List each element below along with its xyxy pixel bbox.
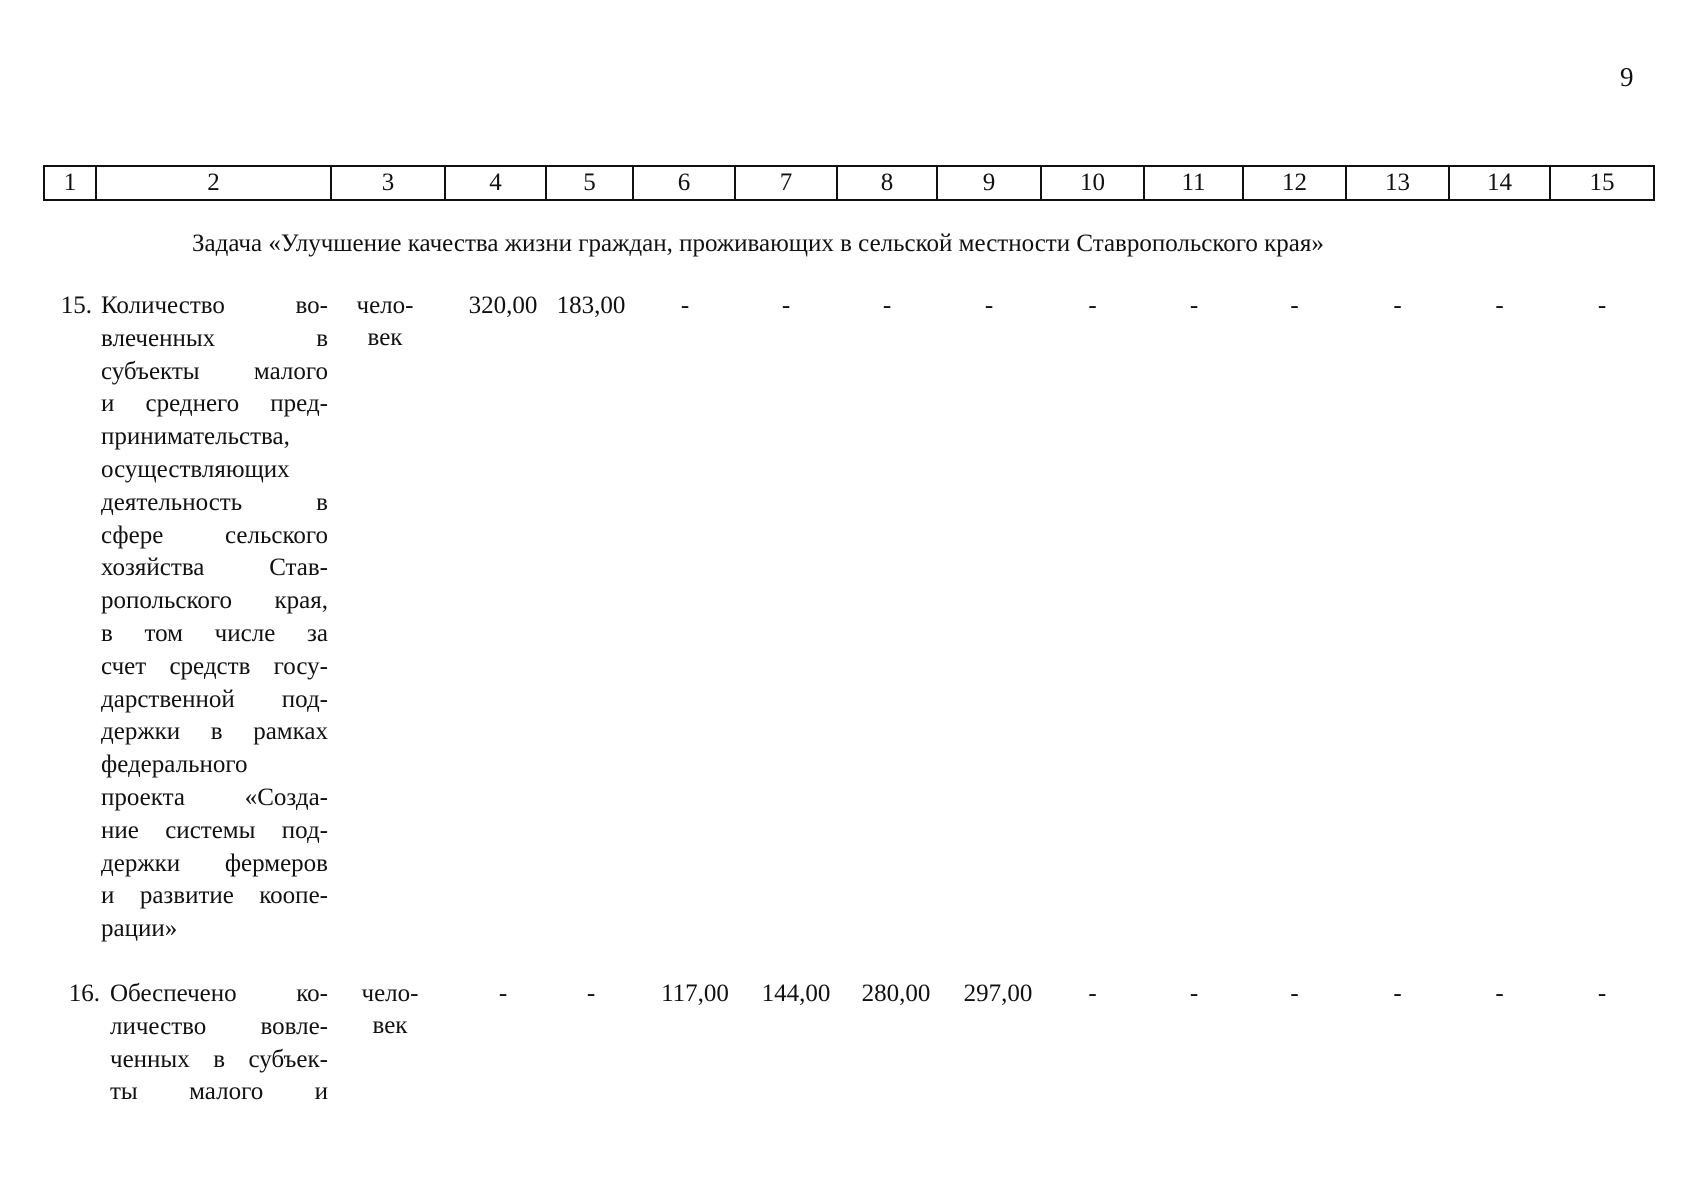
- value-col-9: -: [984, 292, 994, 319]
- value-col-12: -: [1290, 980, 1299, 1007]
- unit-line: чело-: [361, 980, 419, 1007]
- value-col-14: -: [1495, 292, 1504, 319]
- description-line: держки в рамках: [101, 718, 328, 746]
- description-line: осуществляющих: [101, 455, 290, 483]
- value-col-4: 320,00: [468, 292, 538, 319]
- description-line: федерального: [101, 751, 248, 779]
- column-number-header: [43, 165, 1655, 201]
- description-line: и развитие коопе-: [101, 882, 328, 910]
- description-line: держки фермеров: [101, 849, 328, 877]
- description-line: дарственной под-: [101, 685, 328, 713]
- header-cell: 5: [546, 166, 633, 200]
- header-cell: 10: [1041, 166, 1144, 200]
- description-line: принимательства,: [101, 423, 290, 451]
- value-col-7: 144,00: [761, 980, 831, 1007]
- header-cell: 15: [1550, 166, 1654, 200]
- description-line: счет средств госу-: [101, 652, 328, 680]
- description-line: Обеспечено ко-: [110, 980, 328, 1007]
- unit-line: век: [372, 1012, 408, 1039]
- value-col-8: 280,00: [861, 980, 931, 1007]
- value-col-5: -: [586, 980, 596, 1007]
- value-col-15: -: [1597, 980, 1607, 1007]
- value-col-10: -: [1088, 292, 1097, 319]
- description-line: проекта «Созда-: [101, 783, 328, 811]
- description-line: и среднего пред-: [101, 390, 328, 418]
- header-cell: 3: [331, 166, 445, 200]
- description-line: личество вовле-: [110, 1012, 328, 1040]
- row-unit: [345, 978, 435, 1042]
- row-number: 15.: [60, 292, 92, 319]
- description-line: ченных в субъек-: [110, 1045, 328, 1073]
- description-line: сфере сельского: [101, 521, 328, 549]
- row-description: [101, 290, 328, 946]
- description-line: ние системы под-: [101, 816, 328, 844]
- value-col-13: -: [1393, 292, 1402, 319]
- description-line: ропольского края,: [101, 587, 328, 615]
- value-col-10: -: [1088, 980, 1097, 1007]
- header-cell: 9: [937, 166, 1041, 200]
- value-col-7: -: [781, 292, 791, 319]
- value-col-9: 297,00: [963, 980, 1033, 1007]
- unit-line: век: [367, 324, 403, 351]
- description-line: в том числе за: [101, 619, 328, 647]
- value-col-6: -: [680, 292, 690, 319]
- description-line: влеченных в: [101, 324, 328, 352]
- value-col-11: -: [1189, 980, 1199, 1007]
- header-cell: 13: [1346, 166, 1449, 200]
- value-col-15: -: [1597, 292, 1607, 319]
- task-title: Задача «Улучшение качества жизни граждан, проживающих в сельской местности Ставропольского края»: [192, 230, 1324, 257]
- value-col-12: -: [1290, 292, 1299, 319]
- row-number: 16.: [68, 980, 100, 1007]
- header-cell: 14: [1449, 166, 1550, 200]
- row-unit: [340, 290, 430, 354]
- header-cell: 7: [735, 166, 837, 200]
- description-line: хозяйства Став-: [101, 554, 328, 582]
- header-cell: 1: [44, 166, 96, 200]
- value-col-13: -: [1393, 980, 1402, 1007]
- description-line: деятельность в: [101, 488, 328, 516]
- description-line: рации»: [101, 915, 178, 943]
- value-col-11: -: [1189, 292, 1199, 319]
- value-col-8: -: [882, 292, 892, 319]
- header-cell: 2: [96, 166, 331, 200]
- header-cell: 11: [1144, 166, 1243, 200]
- value-col-5: 183,00: [556, 292, 626, 319]
- header-cell: 4: [445, 166, 546, 200]
- description-line: Количество во-: [101, 292, 328, 319]
- page-number: 9: [1620, 62, 1634, 92]
- value-col-4: -: [498, 980, 508, 1007]
- value-col-14: -: [1495, 980, 1504, 1007]
- description-line: ты малого и: [110, 1078, 328, 1106]
- header-cell: 8: [837, 166, 937, 200]
- header-cell: 6: [633, 166, 735, 200]
- row-description: [110, 978, 328, 1109]
- value-col-6: 117,00: [661, 980, 729, 1007]
- description-line: субъекты малого: [101, 357, 328, 385]
- unit-line: чело-: [356, 292, 414, 319]
- header-cell: 12: [1243, 166, 1346, 200]
